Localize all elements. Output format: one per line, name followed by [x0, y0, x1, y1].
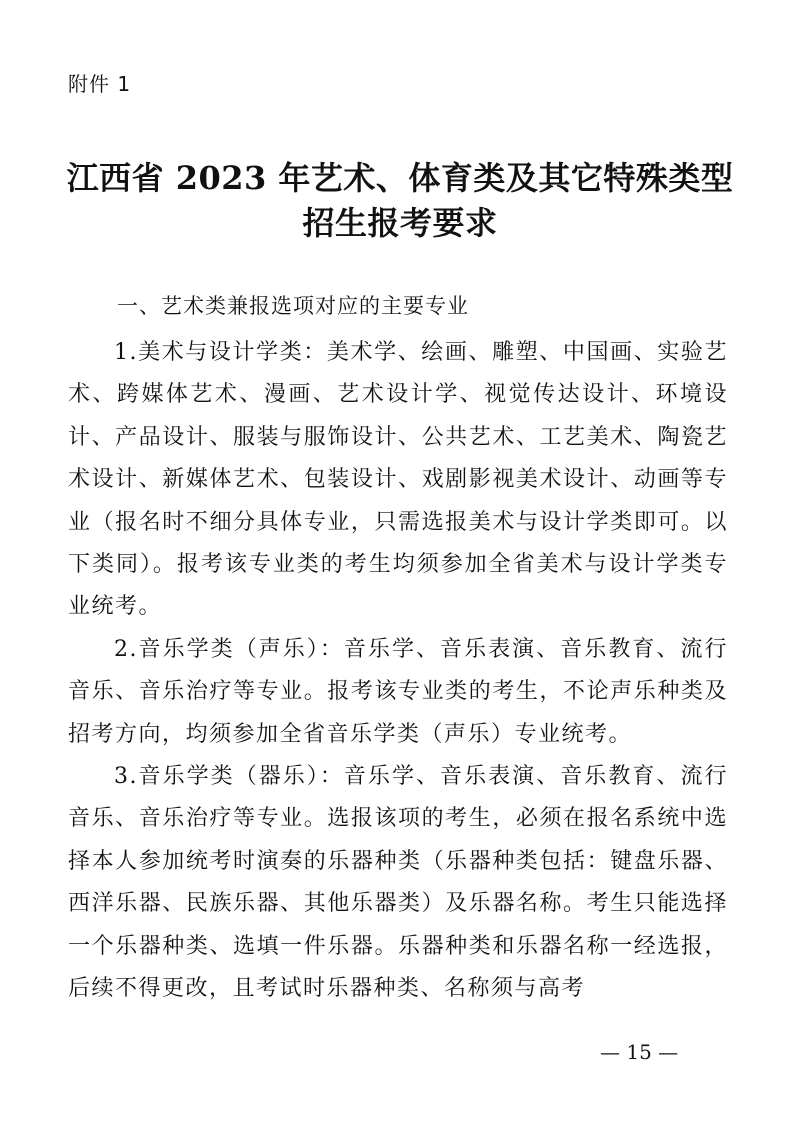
paragraph-music-instrumental: 3.音乐学类（器乐）：音乐学、音乐表演、音乐教育、流行音乐、音乐治疗等专业。选报该项的考生，必须在报名系统中选择本人参加统考时演奏的乐器种类（乐器种类包括：键盘乐器、西洋乐器、民族乐器、其他乐器类）及乐器名称。考生只能选择一个乐器种类、选填一件乐器。乐器种类和乐器名称一经选报，后续不得更改，且考试时乐器种类、名称须与高考 — [68, 764, 728, 1002]
document-body — [68, 332, 728, 1011]
attachment-label: 附件 1 — [68, 72, 132, 96]
document-title-line-2: 招生报考要求 — [302, 204, 498, 242]
document-title-line-1: 江西省 2023 年艺术、体育类及其它特殊类型 — [66, 159, 734, 197]
page-number: — 15 — — [600, 1040, 679, 1064]
paragraph-art-design: 1.美术与设计学类：美术学、绘画、雕塑、中国画、实验艺术、跨媒体艺术、漫画、艺术设计学、视觉传达设计、环境设计、产品设计、服装与服饰设计、公共艺术、工艺美术、陶瓷艺术设计、新媒体艺术、包装设计、戏剧影视美术设计、动画等专业（报名时不细分具体专业，只需选报美术与设计学类即可。以下类同）。报考该专业类的考生均须参加全省美术与设计学类专业统考。 — [68, 340, 728, 620]
section-heading: 一、艺术类兼报选项对应的主要专业 — [117, 294, 469, 318]
paragraph-music-vocal: 2.音乐学类（声乐）：音乐学、音乐表演、音乐教育、流行音乐、音乐治疗等专业。报考该专业类的考生，不论声乐种类及招考方向，均须参加全省音乐学类（声乐）专业统考。 — [68, 636, 728, 747]
